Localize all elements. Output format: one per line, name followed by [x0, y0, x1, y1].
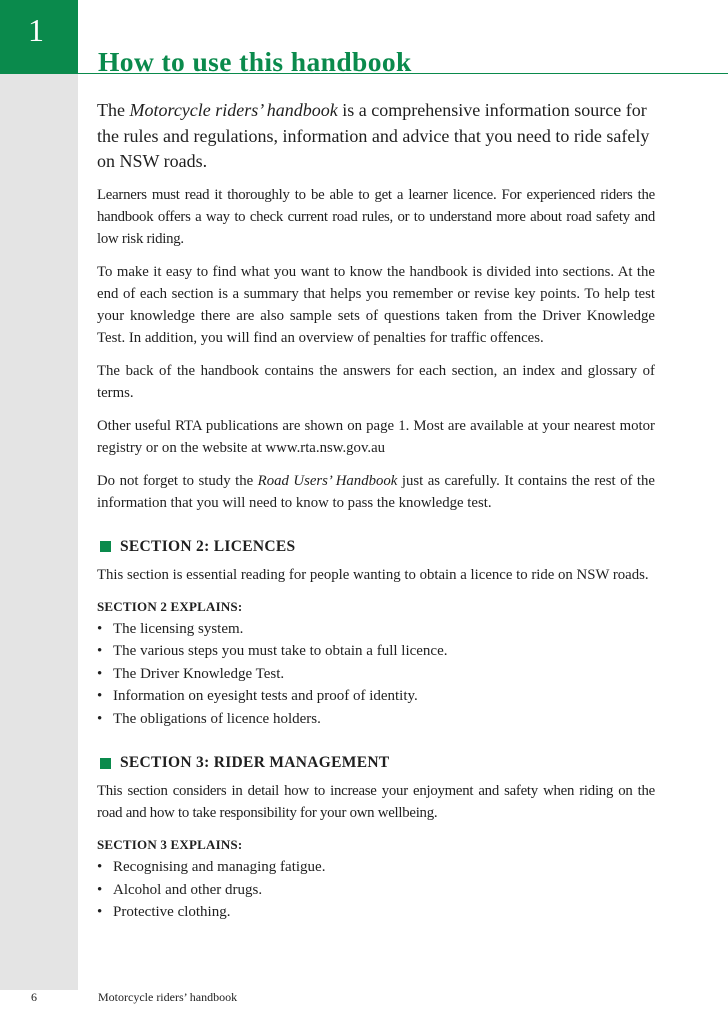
list-item-text: The various steps you must take to obtain a full licence. [113, 643, 448, 659]
section-2-heading-text: SECTION 2: LICENCES [120, 537, 296, 555]
list-item [97, 663, 655, 686]
section-3-heading-text: SECTION 3: RIDER MANAGEMENT [120, 754, 390, 771]
list-item [97, 856, 655, 879]
running-footer-title: Motorcycle riders’ handbook [98, 990, 238, 1004]
intro-text-before: The [97, 100, 130, 120]
list-item-text: The Driver Knowledge Test. [113, 665, 285, 682]
section-2-explains-label: SECTION 2 EXPLAINS: [97, 598, 243, 614]
bullet-icon: • [97, 881, 103, 898]
bullet-icon: • [97, 710, 103, 727]
paragraph-sections: To make it easy to find what you want to know the handbook is divided into sections. At the end of each section is a summary that helps you remember or revise key points. To help test your knowledge there are also sample sets of questions taken from the Driver Knowledge Test. In addition, you will find an overview of penalties for traffic offences. [97, 263, 655, 346]
paragraph-publications: Other useful RTA publications are shown on page 1. Most are available at your nearest motor registry or on the website at www.rta.nsw.gov.au [97, 417, 655, 456]
section-2-list [97, 618, 655, 731]
list-item [97, 879, 655, 902]
section-3-list [97, 856, 655, 924]
section-3-explains-label: SECTION 3 EXPLAINS: [97, 837, 243, 852]
list-item-text: The licensing system. [113, 620, 244, 637]
bullet-icon: • [97, 904, 103, 920]
list-item [97, 708, 655, 731]
section-3-heading [97, 752, 655, 774]
bullet-icon: • [97, 665, 103, 682]
section-2-description: This section is essential reading for people wanting to obtain a licence to ride on NSW roads. [97, 566, 649, 583]
paragraph-back-matter: The back of the handbook contains the answers for each section, an index and glossary of terms. [97, 362, 655, 401]
page-title: How to use this handbook [98, 46, 412, 77]
paragraph-learners: Learners must read it thoroughly to be able to get a learner licence. For experienced riders the handbook offers a way to check current road rules, or to understand more about road safety and low risk riding. [97, 186, 655, 247]
list-item [97, 618, 655, 641]
list-item-text: Recognising and managing fatigue. [113, 859, 326, 875]
list-item-text: Information on eyesight tests and proof of identity. [113, 688, 418, 704]
chapter-tab [0, 0, 78, 74]
list-item-text: Alcohol and other drugs. [113, 881, 263, 898]
list-item [97, 901, 655, 924]
intro-text-after: is a comprehensive information source for the rules and regulations, information and advice that you need to ride safely on NSW roads. [97, 100, 650, 171]
left-margin-rail [0, 0, 78, 990]
green-square-icon [100, 541, 111, 552]
road-users-text-after: just as carefully. It contains the rest of the information that you will need to know to pass the knowledge test. [97, 472, 656, 511]
section-2-heading [97, 536, 655, 558]
page-number: 6 [31, 990, 37, 1004]
bullet-icon: • [97, 643, 103, 659]
road-users-text-before: Do not forget to study the [97, 472, 258, 489]
intro-paragraph [97, 98, 655, 175]
section-3-description: This section considers in detail how to increase your enjoyment and safety when riding on the road and how to take responsibility for your own wellbeing. [97, 783, 655, 821]
list-item-text: Protective clothing. [113, 904, 231, 920]
paragraph-road-users [97, 470, 655, 514]
green-square-icon [100, 758, 111, 769]
list-item [97, 685, 655, 708]
bullet-icon: • [97, 620, 103, 637]
bullet-icon: • [97, 688, 103, 704]
road-users-book-title: Road Users’ Handbook [257, 472, 398, 489]
page-content [97, 98, 655, 924]
list-item-text: The obligations of licence holders. [113, 710, 321, 727]
intro-book-title: Motorcycle riders’ handbook [129, 100, 338, 120]
chapter-number: 1 [28, 12, 44, 48]
list-item [97, 640, 655, 663]
bullet-icon: • [97, 859, 103, 875]
